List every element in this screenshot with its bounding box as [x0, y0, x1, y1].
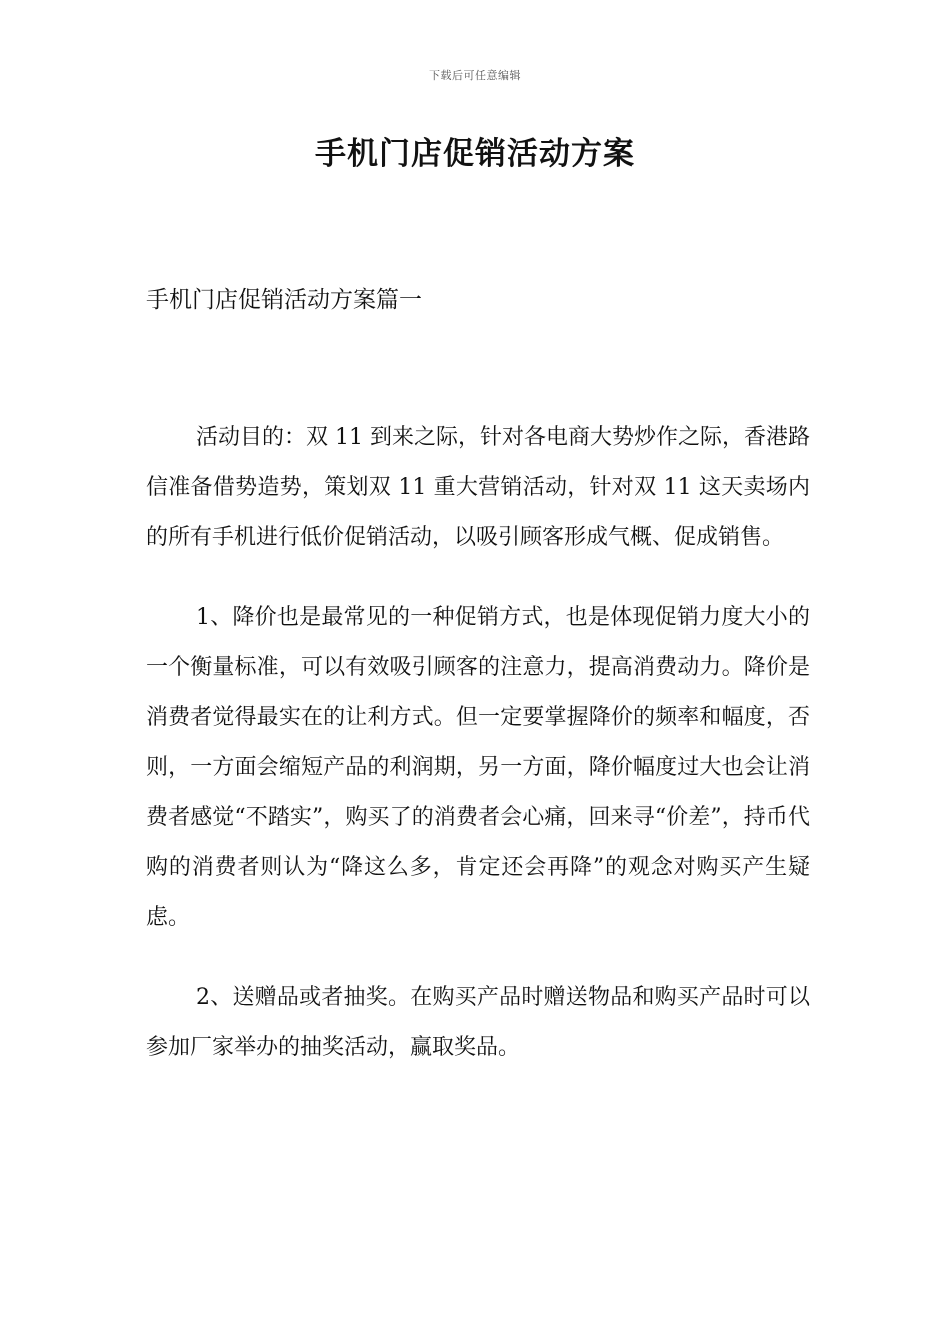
document-title: 手机门店促销活动方案	[315, 136, 635, 172]
paragraph-price-reduction: 1、降价也是最常见的一种促销方式，也是体现促销力度大小的一个衡量标准，可以有效吸引顾客的注意力，提高消费动力。降价是消费者觉得最实在的让利方式。但一定要掌握降价的频率和幅度，否则，一方面会缩短产品的利润期，另一方面，降价幅度过大也会让消费者感觉“不踏实”，购买了的消费者会心痛，回来寻“价差”，持币代购的消费者则认为“降这么多，肯定还会再降”的观念对购买产生疑虑。	[146, 605, 810, 930]
document-body	[146, 282, 810, 1073]
section-subtitle: 手机门店促销活动方案篇一	[146, 287, 422, 313]
paragraph-gifts-lottery: 2、送赠品或者抽奖。在购买产品时赠送物品和购买产品时可以参加厂家举办的抽奖活动，赢取奖品。	[146, 985, 810, 1060]
paragraph-purpose: 活动目的：双 11 到来之际，针对各电商大势炒作之际，香港路信准备借势造势，策划双 11 重大营销活动，针对双 11 这天卖场内的所有手机进行低价促销活动，以吸引顾客形成气概、促成销售。	[146, 425, 810, 550]
header-note: 下载后可任意编辑	[429, 69, 521, 82]
